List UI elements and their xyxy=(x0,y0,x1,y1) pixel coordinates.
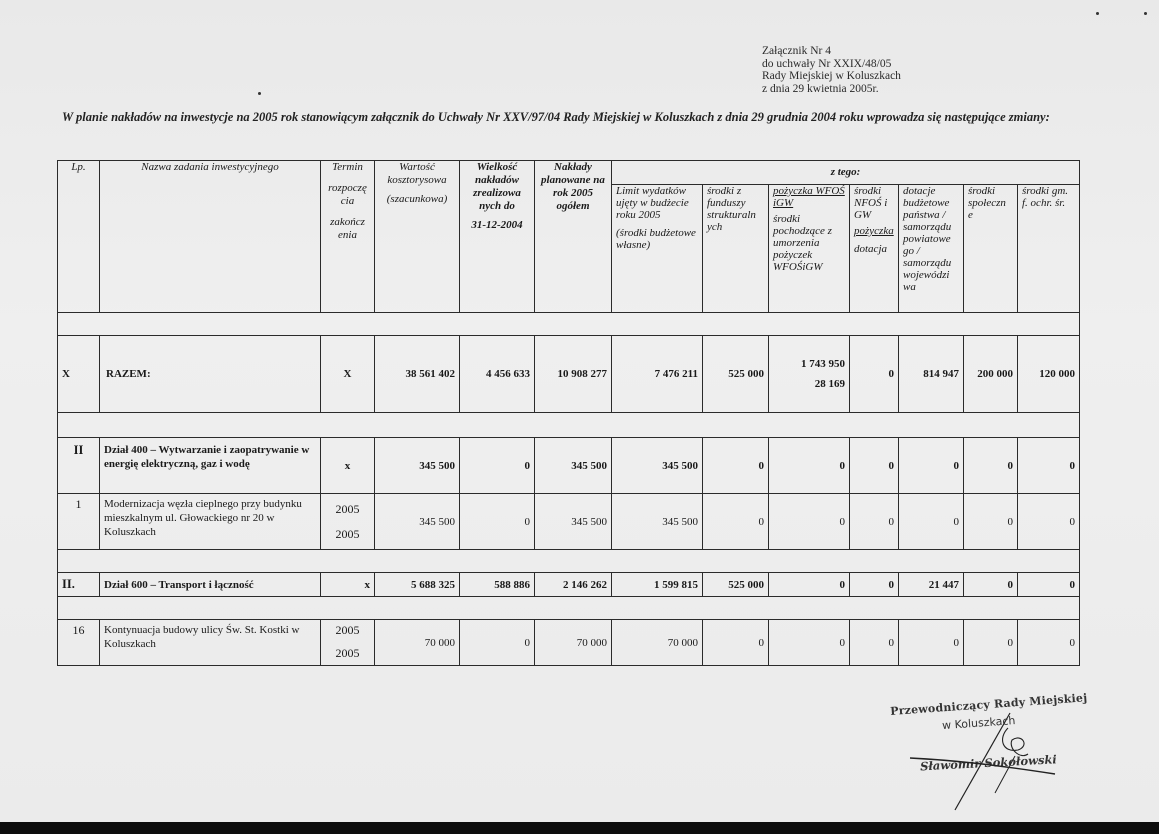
row-value: 70 000 xyxy=(375,620,460,666)
total-social: 200 000 xyxy=(964,336,1018,413)
row-wfos: 0 xyxy=(769,438,850,494)
signature-stamp xyxy=(889,691,1090,774)
row-term-start: 2005 xyxy=(335,502,360,516)
row-social: 0 xyxy=(964,438,1018,494)
header-realized-date: 31-12-2004 xyxy=(471,219,523,231)
header-planned: Nakłady planowane na rok 2005 ogółem xyxy=(535,161,612,313)
row-wfos: 0 xyxy=(769,573,850,597)
header-realized-label: Wielkość nakładów zrealizowa nych do xyxy=(473,161,521,212)
row-name: Modernizacja węzła cieplnego przy budynku mieszkalnym ul. Głowackiego nr 20 w Koluszkach xyxy=(100,494,321,550)
table-row xyxy=(58,620,1080,666)
header-state-grants: dotacje budżetowe państwa / samorządu powiatowe go / samorządu wojewódzi wa xyxy=(899,185,964,313)
row-limit: 345 500 xyxy=(612,494,703,550)
header-of-which: z tego: xyxy=(612,161,1080,185)
investment-plan-table xyxy=(57,160,1080,666)
header-row-1 xyxy=(58,161,1080,185)
spacer-row xyxy=(58,597,1080,620)
row-nfos: 0 xyxy=(850,573,899,597)
total-nfos: 0 xyxy=(850,336,899,413)
scan-speck xyxy=(1096,12,1099,15)
row-social: 0 xyxy=(964,494,1018,550)
signature-title: Przewodniczący Rady Miejskiej xyxy=(889,691,1088,718)
handwritten-signature-icon xyxy=(890,698,1090,818)
row-value: 345 500 xyxy=(375,494,460,550)
row-wfos: 0 xyxy=(769,620,850,666)
row-term: x xyxy=(321,438,375,494)
row-lp: 16 xyxy=(58,620,100,666)
row-env-fund: 0 xyxy=(1018,438,1080,494)
row-term-end: 2005 xyxy=(335,527,360,541)
header-value-note: (szacunkowa) xyxy=(386,193,448,205)
row-realized: 0 xyxy=(460,620,535,666)
header-lp: Lp. xyxy=(58,161,100,313)
row-wfos: 0 xyxy=(769,494,850,550)
header-term-start: rozpoczę cia xyxy=(328,182,367,207)
annex-line-1: Załącznik Nr 4 xyxy=(762,45,831,57)
header-name: Nazwa zadania inwestycyjnego xyxy=(100,161,321,313)
total-env-fund: 120 000 xyxy=(1018,336,1080,413)
total-structural: 525 000 xyxy=(703,336,769,413)
total-term: X xyxy=(321,336,375,413)
annex-line-3: Rady Miejskiej w Koluszkach xyxy=(762,70,901,82)
header-wfos-loan: pożyczka WFOŚ iGW xyxy=(773,185,845,209)
row-structural: 0 xyxy=(703,438,769,494)
total-wfos-writeoff: 28 169 xyxy=(814,378,845,390)
scan-edge-bar xyxy=(0,822,1159,834)
row-realized: 0 xyxy=(460,494,535,550)
row-limit: 70 000 xyxy=(612,620,703,666)
row-env-fund: 0 xyxy=(1018,573,1080,597)
header-limit xyxy=(612,185,703,313)
header-value xyxy=(375,161,460,313)
row-lp: II xyxy=(58,438,100,494)
total-wfos-loan: 1 743 950 xyxy=(801,358,845,370)
row-limit: 1 599 815 xyxy=(612,573,703,597)
row-realized: 588 886 xyxy=(460,573,535,597)
row-nfos: 0 xyxy=(850,620,899,666)
header-wfos-writeoff: środki pochodzące z umorzenia pożyczek WFOŚiGW xyxy=(773,213,832,273)
row-planned: 2 146 262 xyxy=(535,573,612,597)
total-planned: 10 908 277 xyxy=(535,336,612,413)
row-value: 345 500 xyxy=(375,438,460,494)
header-structural-funds: środki z funduszy strukturaln ych xyxy=(703,185,769,313)
row-name: Kontynuacja budowy ulicy Św. St. Kostki w Koluszkach xyxy=(100,620,321,666)
header-nfos-label: środki NFOŚ i GW xyxy=(854,185,888,221)
row-lp: II. xyxy=(58,573,100,597)
row-limit: 345 500 xyxy=(612,438,703,494)
spacer-row xyxy=(58,313,1080,336)
header-realized xyxy=(460,161,535,313)
intro-paragraph: W planie nakładów na inwestycje na 2005 rok stanowiącym załącznik do Uchwały Nr XXV/97/04 Rady Miejskiej w Koluszkach z dnia 29 grudnia 2004 roku wprowadza się następujące zmiany: xyxy=(62,110,1050,124)
annex-line-4: z dnia 29 kwietnia 2005r. xyxy=(762,82,879,95)
spacer-row xyxy=(58,550,1080,573)
header-nfos xyxy=(850,185,899,313)
row-lp: 1 xyxy=(58,494,100,550)
total-lp: X xyxy=(58,336,100,413)
total-wfos xyxy=(769,336,850,413)
row-grants: 0 xyxy=(899,494,964,550)
header-limit-note: (środki budżetowe własne) xyxy=(616,227,696,251)
header-wfos xyxy=(769,185,850,313)
total-limit: 7 476 211 xyxy=(612,336,703,413)
row-name: Dział 400 – Wytwarzanie i zaopatrywanie w energię elektryczną, gaz i wodę xyxy=(100,438,321,494)
total-row xyxy=(58,336,1080,413)
row-grants: 21 447 xyxy=(899,573,964,597)
row-planned: 70 000 xyxy=(535,620,612,666)
scan-speck xyxy=(1144,12,1147,15)
total-value: 38 561 402 xyxy=(375,336,460,413)
header-env-fund: środki gm. f. ochr. śr. xyxy=(1018,185,1080,313)
header-term xyxy=(321,161,375,313)
row-structural: 525 000 xyxy=(703,573,769,597)
row-grants: 0 xyxy=(899,438,964,494)
row-term: x xyxy=(321,573,375,597)
header-nfos-loan: pożyczka xyxy=(854,225,894,237)
row-social: 0 xyxy=(964,573,1018,597)
signature-place: w Koluszkach xyxy=(941,714,1016,733)
header-term-end: zakończ enia xyxy=(330,216,365,241)
row-nfos: 0 xyxy=(850,494,899,550)
scan-speck xyxy=(258,92,261,95)
header-limit-label: Limit wydatków ujęty w budżecie roku 2005 xyxy=(616,185,689,221)
row-structural: 0 xyxy=(703,494,769,550)
row-realized: 0 xyxy=(460,438,535,494)
table-row xyxy=(58,494,1080,550)
annex-line-2: do uchwały Nr XXIX/48/05 xyxy=(762,57,892,70)
row-env-fund: 0 xyxy=(1018,494,1080,550)
row-grants: 0 xyxy=(899,620,964,666)
header-term-label: Termin xyxy=(332,161,363,173)
annex-header xyxy=(762,45,901,95)
row-name: Dział 600 – Transport i łączność xyxy=(100,573,321,597)
row-term xyxy=(321,620,375,666)
row-value: 5 688 325 xyxy=(375,573,460,597)
row-structural: 0 xyxy=(703,620,769,666)
signature-name: Sławomir Sokołowski xyxy=(919,752,1058,774)
row-nfos: 0 xyxy=(850,438,899,494)
header-nfos-grant: dotacja xyxy=(854,243,887,255)
row-social: 0 xyxy=(964,620,1018,666)
row-term-start: 2005 xyxy=(335,623,360,637)
header-social-funds: środki społeczn e xyxy=(964,185,1018,313)
total-realized: 4 456 633 xyxy=(460,336,535,413)
row-term-end: 2005 xyxy=(335,646,360,660)
table-row-section xyxy=(58,438,1080,494)
row-planned: 345 500 xyxy=(535,494,612,550)
row-term xyxy=(321,494,375,550)
total-label: RAZEM: xyxy=(100,336,321,413)
row-planned: 345 500 xyxy=(535,438,612,494)
row-env-fund: 0 xyxy=(1018,620,1080,666)
table-row-section xyxy=(58,573,1080,597)
total-grants: 814 947 xyxy=(899,336,964,413)
spacer-row xyxy=(58,413,1080,438)
header-value-label: Wartość kosztorysowa xyxy=(387,161,447,186)
